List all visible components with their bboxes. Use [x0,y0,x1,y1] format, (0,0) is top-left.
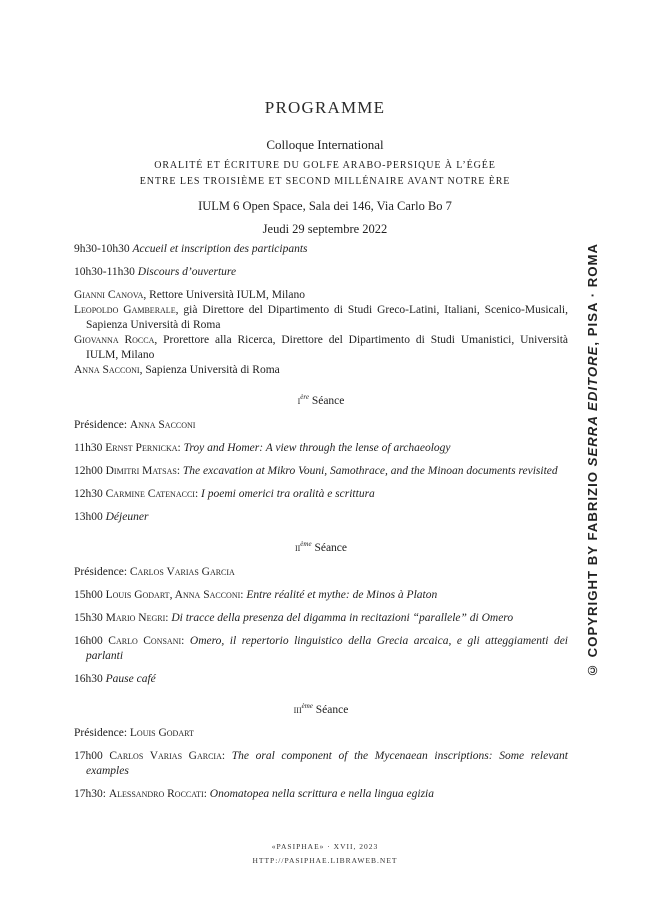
journal-footer: «PASIPHAE» · XVII, 2023 [271,842,379,851]
opening-speaker [74,303,568,333]
break-item: 13h00 Déjeuner [74,510,149,523]
talk-item: 12h00 Dimitri Matsas: The excavation at Mikro Vouni, Samothrace, and the Minoan documents revisited [74,464,558,477]
item-title: Accueil et inscription des participants [132,243,308,255]
item-time: 9h30-10h30 [74,243,130,255]
venue: IULM 6 Open Space, Sala dei 146, Via Carlo Bo 7 [198,199,452,213]
speaker-name: Leopoldo Gamberale [74,304,176,316]
programme-body [74,242,568,810]
speaker-affiliation: , Prorettore alla Ricerca, Direttore del Dipartimento di Studi Umanistici, Università IULM, Milano [86,334,569,361]
talk-item: 11h30 Ernst Pernicka: Troy and Homer: A view through the lense of archaeology [74,441,451,454]
opening-speaker [74,363,568,378]
opening-speaker [74,288,568,303]
speaker-name: Giovanna Rocca [74,334,155,346]
copyright-notice: © COPYRIGHT BY FABRIZIO SERRA EDITORE, PISA · ROMA [585,242,600,678]
colloquium-theme [0,158,650,190]
speaker-name: Gianni Canova [74,289,144,301]
journal-url: HTTP://PASIPHAE.LIBRAWEB.NET [252,856,398,865]
break-item: 16h30 Pause café [74,672,156,685]
session-heading-3: iii$^{ème}$ Séance [293,701,349,716]
theme-line-1: ORALITÉ ET ÉCRITURE DU GOLFE ARABO-PERSIQUE À L’ÉGÉE [154,160,496,171]
session-chair: Présidence: Carlos Varias Garcia [74,565,235,578]
speaker-name: Anna Sacconi [74,364,140,376]
session-heading-1: $i^{ère}$ Séance [297,393,345,407]
speaker-affiliation: , già Direttore del Dipartimento di Studi Greco-Latini, Italiani, Scenico-Musicali, Sapienza Università di Roma [86,304,568,331]
talk-item: 16h00 Carlo Consani: Omero, il repertorio linguistico della Grecia arcaica, e gli atteggiamenti dei parlanti [74,634,568,662]
talk-item: 15h00 Louis Godart, Anna Sacconi: Entre réalité et mythe: de Minos à Platon [74,588,438,601]
opening-speaker [74,333,568,363]
schedule-item [74,242,568,257]
programme-title: PROGRAMME [264,98,386,117]
talk-item: 15h30 Mario Negri: Di tracce della presenza del digamma in recitazioni “parallele” di Omero [74,611,514,624]
schedule-item [74,265,568,280]
speaker-affiliation: , Rettore Università IULM, Milano [143,289,305,301]
session-chair: Présidence: Louis Godart [74,727,194,740]
session-heading-2: $ii^{ème}$ Séance [294,539,348,554]
talk-item: 17h30: Alessandro Roccati: Onomatopea nella scrittura e nella lingua egizia [74,788,434,801]
theme-line-2: ENTRE LES TROISIÈME ET SECOND MILLÉNAIRE AVANT NOTRE ÈRE [139,176,511,187]
colloquium-subtitle: Colloque International [266,137,384,152]
item-time: 10h30-11h30 [74,266,135,278]
event-date: Jeudi 29 septembre 2022 [262,222,388,236]
item-title: Discours d’ouverture [137,266,237,278]
talk-item: 12h30 Carmine Catenacci: I poemi omerici tra oralità e scrittura [74,487,375,500]
session-chair: Présidence: Anna Sacconi [74,418,196,431]
talk-item: 17h00 Carlos Varias Garcia: The oral component of the Mycenaean inscriptions: Some relevant examples [74,750,569,778]
speaker-affiliation: , Sapienza Università di Roma [139,364,280,376]
